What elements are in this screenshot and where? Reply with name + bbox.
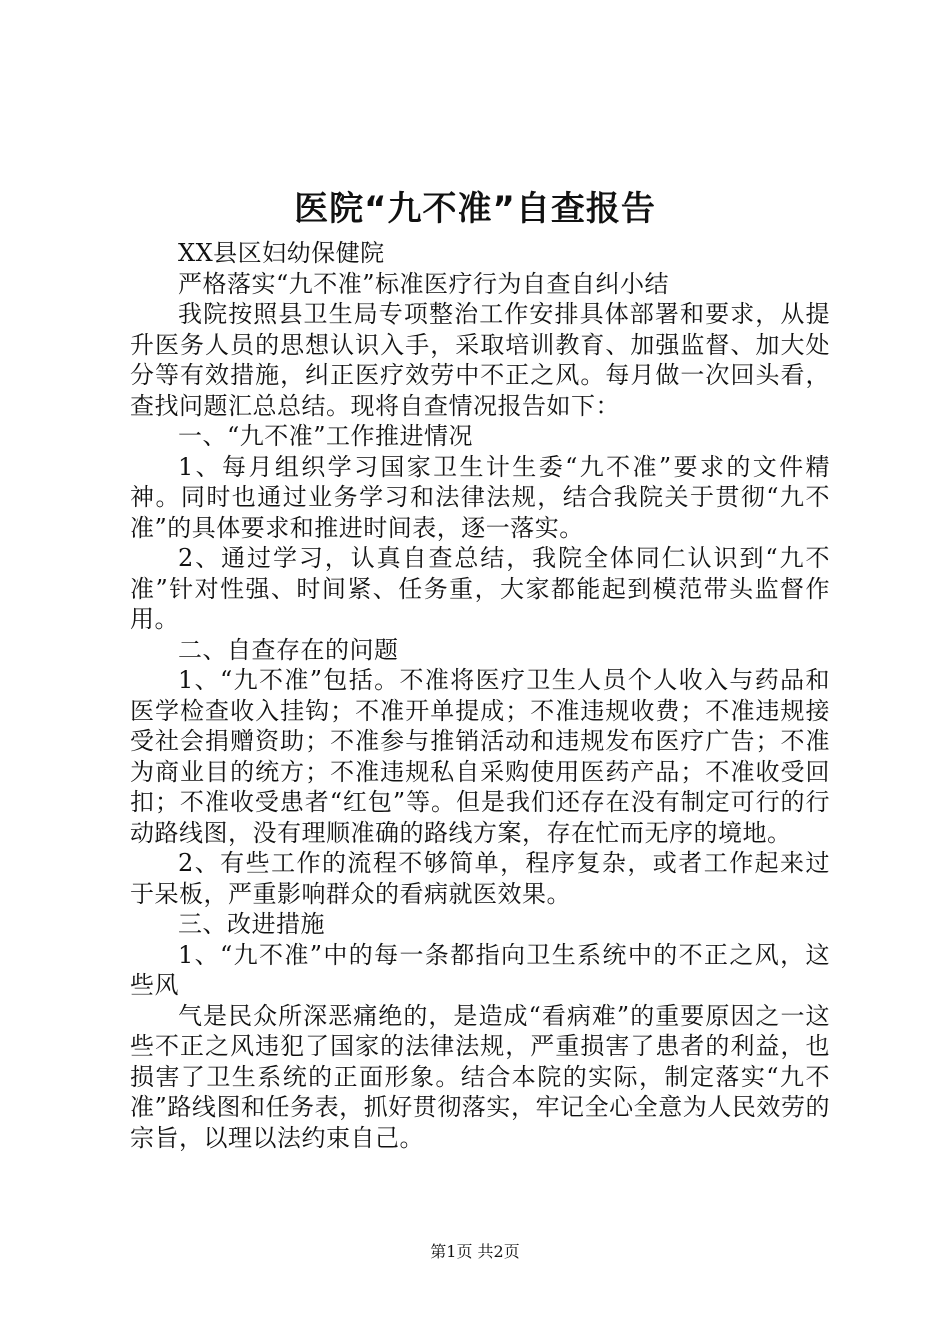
section-heading-3: 三、改进措施 <box>178 910 325 938</box>
section-2-item-1: 1、“九不准”包括。不准将医疗卫生人员个人收入与药品和医学检查收入挂钩；不准开单提成；不准违规收费；不准违规接受社会捐赠资助；不准参与推销活动和违规发布医疗广告；不准为商业目的统方；不准违规私自采购使用医药产品；不准收受回扣；不准收受患者“红包”等。但是我们还存在没有制定可行的行动路线图，没有理顺准确的路线方案，存在忙而无序的境地。 <box>130 666 830 847</box>
document-body <box>130 238 830 1153</box>
section-heading-1: 一、“九不准”工作推进情况 <box>178 422 474 450</box>
section-3-item-1: 1、“九不准”中的每一条都指向卫生系统中的不正之风，这些风 <box>130 940 830 999</box>
section-3-item-1-continued: 气是民众所深恶痛绝的，是造成“看病难”的重要原因之一这些不正之风违犯了国家的法律法规，严重损害了患者的利益，也损害了卫生系统的正面形象。结合本院的实际，制定落实“九不准”路线图和任务表，抓好贯彻落实，牢记全心全意为人民效劳的宗旨，以理以法约束自己。 <box>130 1001 830 1152</box>
page-footer: 第1页 共2页 <box>430 1242 520 1261</box>
section-1-item-1: 1、每月组织学习国家卫生计生委“九不准”要求的文件精神。同时也通过业务学习和法律法规，结合我院关于贯彻“九不准”的具体要求和推进时间表，逐一落实。 <box>130 452 830 542</box>
organization-line: XX县区妇幼保健院 <box>178 239 385 267</box>
document-title: 医院“九不准”自查报告 <box>294 189 656 229</box>
section-1-item-2: 2、通过学习，认真自查总结，我院全体同仁认识到“九不准”针对性强、时间紧、任务重，大家都能起到模范带头监督作用。 <box>130 544 830 633</box>
section-heading-2: 二、自查存在的问题 <box>178 635 399 664</box>
subtitle-line: 严格落实“九不准”标准医疗行为自查自纠小结 <box>178 269 670 298</box>
intro-paragraph: 我院按照县卫生局专项整治工作安排具体部署和要求，从提升医务人员的思想认识入手，采取培训教育、加强监督、加大处分等有效措施，纠正医疗效劳中不正之风。每月做一次回头看，查找问题汇总总结。现将自查情况报告如下： <box>130 300 830 420</box>
section-2-item-2: 2、有些工作的流程不够简单，程序复杂，或者工作起来过于呆板，严重影响群众的看病就医效果。 <box>130 849 830 908</box>
